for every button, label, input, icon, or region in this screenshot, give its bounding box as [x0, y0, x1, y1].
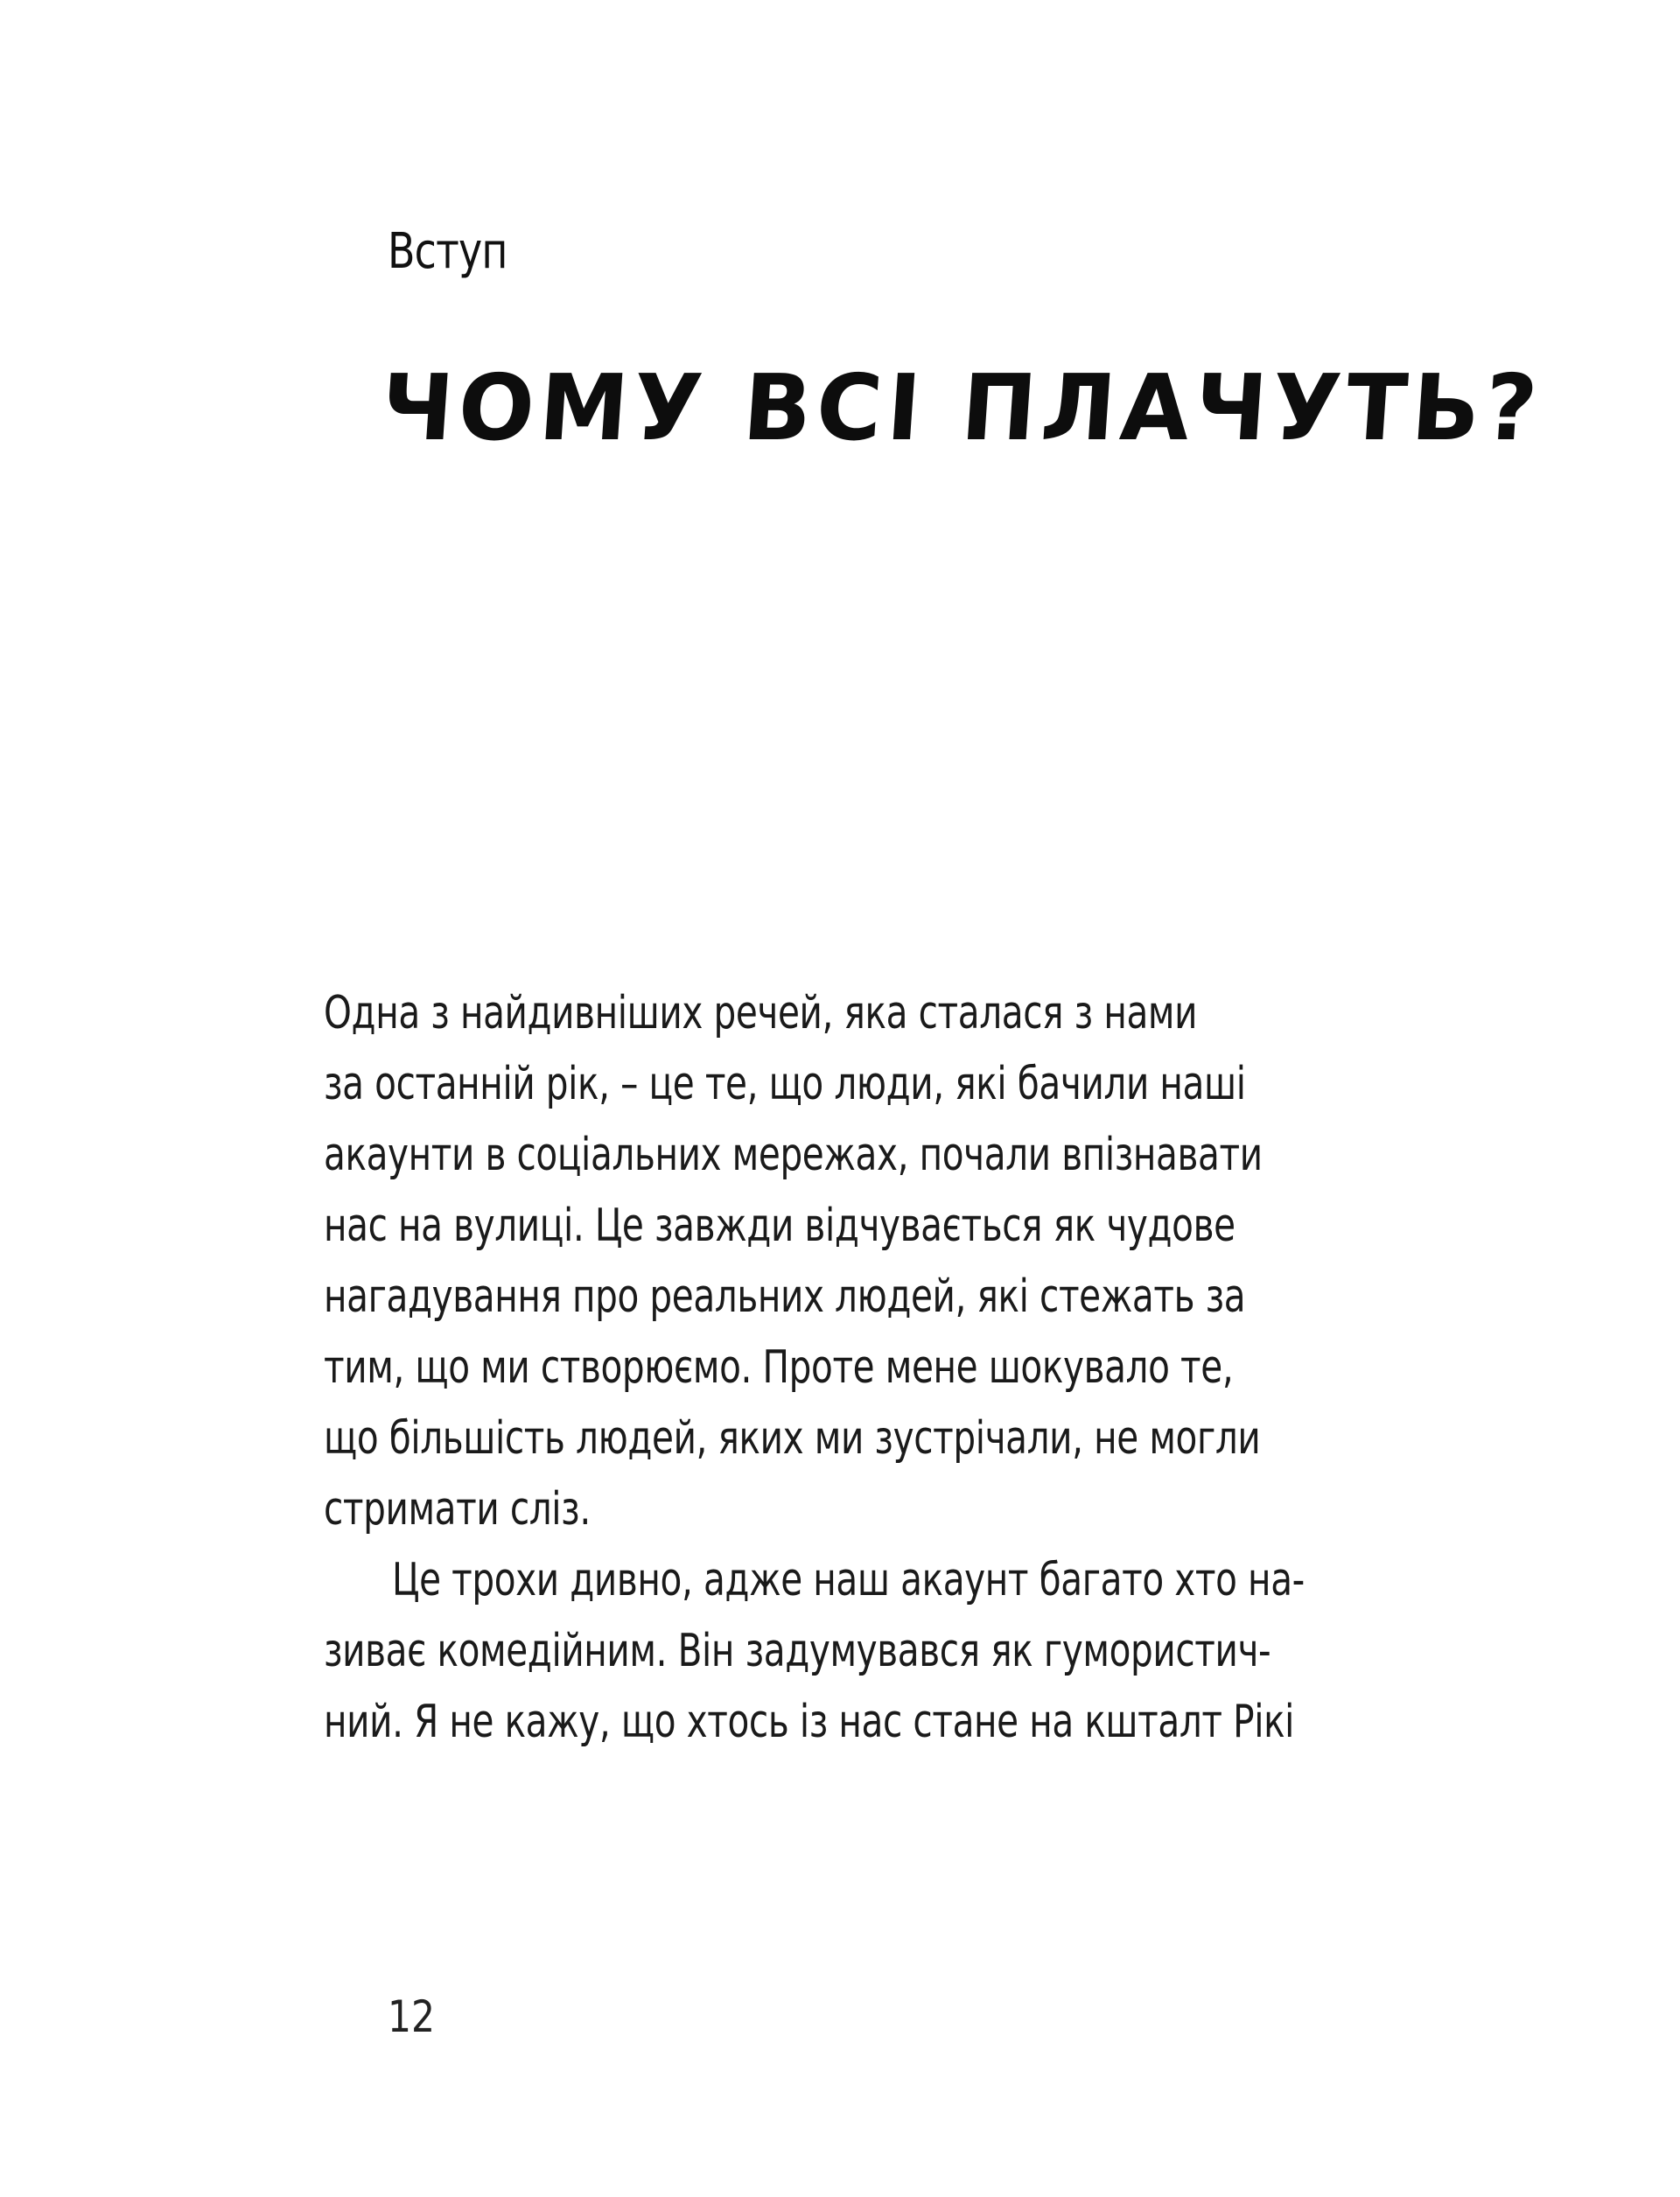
body-text: [324, 978, 1457, 1758]
text-line: стримати сліз.: [324, 1483, 591, 1536]
text-line: нагадування про реальних людей, які стежать за: [324, 1270, 1246, 1323]
paragraph-1: [324, 978, 1457, 1545]
text-line: акаунти в соціальних мережах, почали впізнавати: [324, 1129, 1263, 1181]
paragraph-2: [324, 1545, 1457, 1758]
chapter-label: Вступ: [388, 223, 508, 280]
text-line: ний. Я не кажу, що хтось із нас стане на кшталт Рікі: [324, 1696, 1295, 1748]
text-line: зиває комедійним. Він задумувався як гумористич-: [324, 1625, 1271, 1677]
chapter-title: ЧОМУ ВСІ ПЛАЧУТЬ?: [377, 354, 1546, 461]
text-line: тим, що ми створюємо. Проте мене шокувало те,: [324, 1341, 1234, 1394]
text-line: Це трохи дивно, адже наш акаунт багато хто на-: [392, 1554, 1305, 1606]
text-line: за останній рік, – це те, що люди, які бачили наші: [324, 1058, 1246, 1110]
text-line: що більшість людей, яких ми зустрічали, не могли: [324, 1412, 1261, 1465]
page-number: 12: [388, 1991, 436, 2042]
text-line: Одна з найдивніших речей, яка сталася з нами: [324, 987, 1198, 1039]
text-line: нас на вулиці. Це завжди відчувається як чудове: [324, 1200, 1236, 1252]
